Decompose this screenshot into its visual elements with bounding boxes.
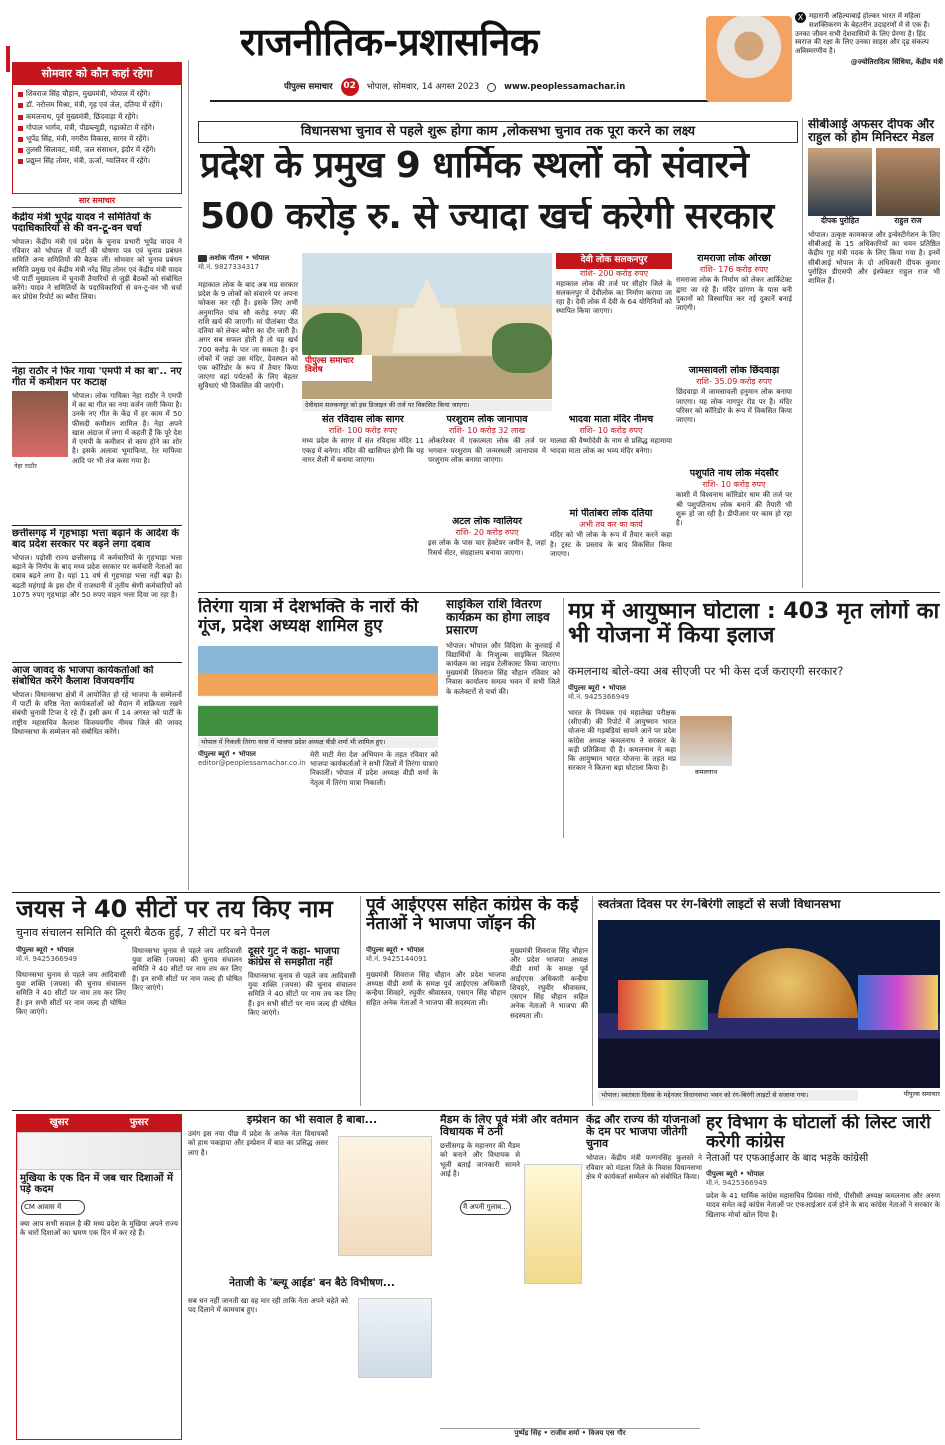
scam-body: प्रदेश के 41 धार्मिक कांग्रेस महासचिव प्रियंका गांधी, पीसीसी अध्यक्ष कमलनाथ और अरुण यादव समेत कई कांग्रेस नेताओं पर एफआईआर दर्ज होने के बाद कांग्रेस नेताओं ने सरकार के खिलाफ मोर्चा खोल दिया है। bbox=[706, 1191, 940, 1219]
lead-body: महाकाल लोक के बाद अब मप्र सरकार प्रदेश के 9 लोकों को संवारने पर अपना फोकस कर रही है। इसके लिए अभी अनुमानित पांच सौ करोड़ रुपए की राशि खर्च की जाएगी। मां पीतांबरा पीठ दतिया को लेकर ब्यौरा का दौर जारी है। अगर सब सफल होती है तो यह खर्च 700 करोड़ के पार जा सकता है। इन लोकों में जहां उस मंदिर, देवस्थल को एक कॉरिडोर के रूप में तैयार किया जाएगा वहां पर्यटकों के लिए बेहतर सुविधाएं भी विकसित की जाएंगी। bbox=[198, 280, 298, 391]
lead-headline-1: प्रदेश के प्रमुख 9 धार्मिक स्थलों को संवारने bbox=[200, 146, 749, 186]
temple-orchha bbox=[676, 253, 792, 361]
masthead-strip bbox=[284, 78, 702, 96]
temple-cost: राशि- 200 करोड़ रुपए bbox=[579, 268, 649, 278]
temple-name: भादवा माता मंदिर नीमच bbox=[568, 414, 654, 425]
vidhansabha-credit: पीपुल्स समाचार bbox=[903, 1090, 940, 1098]
temple-body: मालवा की वैष्णोदेवी के नाम से प्रसिद्ध महामाया भादवा माता लोक का भव्य मंदिर बनेगा। bbox=[550, 436, 672, 455]
ayush-headline: मप्र में आयुष्मान घोटाला : 403 मृत लोगों का भी योजना में किया इलाज bbox=[568, 600, 940, 649]
sub-cartoon bbox=[358, 1298, 432, 1378]
temple-name: जामसावली लोक छिंदवाड़ा bbox=[688, 365, 780, 376]
scheme-body: भोपाल। भोपाल और विदिशा के कुरवाई में विद्यार्थियों के निःशुल्क साइकिल वितरण कार्यक्रम का लाइव टेलीकास्ट किया जाएगा। मुख्यमंत्री शिवराज सिंह चौहान रविवार को निवास कार्यालय समत्व भवन में सभी जिले के कलेक्टरों से चर्चा की। bbox=[446, 640, 560, 696]
temple-name: मां पीतांबरा लोक दतिया bbox=[569, 508, 653, 519]
temple-body: इस लोक के पास चार हेक्टेयर जमीन है, जहां रिसर्च सेंटर, संग्रहालय बनाया जाएगा। bbox=[428, 538, 546, 557]
ias-headline: पूर्व आईएएस सहित कांग्रेस के कई नेताओं ने भाजपा जॉइन की bbox=[366, 896, 579, 934]
brief-bhupender bbox=[12, 212, 182, 358]
temple-body: महाकाल लोक की तर्ज पर सीहोर जिले के सलकनपुर में देवीलोक का निर्माण कराया जा रहा है। देवी लोक में देवी के 64 योगिनियों को स्थापित किया जाएगा। bbox=[556, 278, 672, 316]
impression-story bbox=[188, 1114, 436, 1440]
brief-headline: केंद्रीय मंत्री भूपेंद्र यादव ने समितियों के पदाधिकारियों से की वन-टू-वन चर्चा bbox=[12, 212, 151, 234]
kamalnath-caption: कमलनाथ bbox=[694, 768, 718, 776]
byline-mobile: मो.नं. 9827334317 bbox=[198, 262, 260, 271]
temple-cost: राशि- 100 करोड़ रुपए bbox=[328, 426, 398, 436]
schedule-list bbox=[13, 85, 181, 170]
scam-byline: पीपुल्स ब्यूरो • भोपाल मो.नं. 9425366949 bbox=[706, 1170, 940, 1188]
temple-salkanpur bbox=[556, 253, 672, 399]
masthead-title bbox=[240, 18, 670, 70]
khusur-panel bbox=[16, 1114, 182, 1440]
byline-name: अशोक गौतम • भोपाल bbox=[198, 254, 298, 263]
jayas-sub: चुनाव संचालन समिति की दूसरी बैठक हुई, 7 सीटों पर बने पैनल bbox=[16, 926, 270, 939]
scam-sub: नेताओं पर एफआईआर के बाद भड़के कांग्रेसी bbox=[706, 1153, 869, 1165]
list-item: भूपेंद्र सिंह, मंत्री, नगरीय विकास, सागर में रहेंगे। bbox=[16, 133, 178, 144]
ayush-sub: कमलनाथ बोले-क्या अब सीएजी पर भी केस दर्ज कराएगी सरकार? bbox=[568, 664, 844, 678]
temple-cost: राशि- 176 करोड़ रुपए bbox=[699, 265, 769, 275]
brief-body: भोपाल। लोक गायिका नेहा राठौर ने एमपी में का बा गीत का नया वर्जन जारी किया है। उनके नए गीत के केंद्र में हर काम में 50 फीसदी कमीशन शामिल है। नेहा अपने खास अंदाज में लगा में कहती हैं कि पूरे देश में एमपी के कमीशन से काम होने का शोर है। इसके अलावा भूमाफिया, रेत माफिया आदि पर भी तंज कसा गया है। bbox=[72, 391, 182, 465]
cbi-headline: सीबीआई अफसर दीपक और राहुल को होम मिनिस्टर मेडल bbox=[808, 118, 935, 145]
byline-email[interactable]: editor@peoplessamachar.co.in bbox=[198, 758, 306, 767]
khusur-label-row bbox=[17, 1115, 181, 1132]
byline-name: पीपुल्स ब्यूरो bbox=[16, 946, 48, 954]
tweet-text: महारानी अहिल्याबाई होल्कर भारत में महिला सशक्तिकरण के बेहतरीन उदाहरणों में से एक हैं। उनका जीवन सभी देशवासियों के लिए प्रेरणा है। हिंद स्वराज की रक्षा के लिए उनका साहस और दृढ़ संकल्प अविस्मरणीय है। bbox=[795, 12, 930, 55]
byline-mobile: मो.नं. 9425366949 bbox=[706, 1179, 768, 1188]
center-state-headline: केंद्र और राज्य की योजनाओं के दम पर भाजपा जीतेगी चुनाव bbox=[586, 1114, 701, 1151]
brief-headline: छत्तीसगढ़ में गृहभाड़ा भत्ता बढ़ाने के आदेश के बाद प्रदेश सरकार पर बढ़ने लगा दबाव bbox=[12, 528, 180, 550]
temple-body: काशी में विश्वनाथ कॉरिडोर धाम की तर्ज पर श्री पशुपतिनाथ लोक बनाने की तैयारी भी शुरू हो जा रही है। डीपीआर पर काम हो रहा है। bbox=[676, 490, 792, 528]
name-2: राहुल राज bbox=[894, 216, 922, 226]
temple-shape bbox=[392, 278, 462, 353]
scheme-story bbox=[446, 598, 560, 838]
list-item: शिवराज सिंह चौहान, मुख्यमंत्री, भोपाल में रहेंगे। bbox=[16, 88, 178, 99]
khusur-body: क्या आप सभी सवाल है की मध्य प्रदेश के मुखिया अपने राज्य के चारों दिशाओं का भ्रमण एक दिन में कर रहे हैं। bbox=[20, 1218, 178, 1237]
lead-photo-caption: देवीधाम सलकनपुर को इस डिजाइन की तर्ज पर विकसित किया जाएगा। bbox=[302, 400, 552, 411]
tiranga-byline: पीपुल्स ब्यूरो • भोपाल editor@peoplessamachar.co.in bbox=[198, 750, 308, 774]
list-item: डॉ. नरोत्तम मिश्रा, मंत्री, गृह एवं जेल, दतिया में रहेंगे। bbox=[16, 99, 178, 110]
temple-body: छिंदवाड़ा में जामसावली हनुमान लोक बनाया जाएगा। यह लोक नागपुर रोड पर है। मंदिर परिसर को कॉरिडोर के रूप में विकसित किया जाएगा। bbox=[676, 387, 792, 425]
byline-name: पीपुल्स ब्यूरो bbox=[198, 750, 230, 758]
temple-body: मंदिर को भी लोक के रूप में तैयार करने कहा है। ट्रस्ट के प्रस्ताव के बाद विकसित किया जाएगा। bbox=[550, 530, 672, 558]
scheme-headline: साइकिल राशि वितरण कार्यक्रम का होगा लाइव प्रसारण bbox=[446, 598, 550, 638]
jayas-body-2: विधानसभा चुनाव से पहले जय आदिवासी युवा शक्ति (जयस) की चुनाव संचालन समिति ने 40 सीटों पर नाम तय कर लिए हैं। इन सभी सीटों पर नाम जल्द ही घोषित किए जाएंगे। bbox=[132, 946, 242, 992]
byline-name: पीपुल्स ब्यूरो bbox=[366, 946, 398, 954]
ias-body-2: मुख्यमंत्री शिवराज सिंह चौहान और प्रदेश भाजपा अध्यक्ष वीडी शर्मा के समक्ष पूर्व आईएएस अधिकारी कन्हैया शिवहरे, रघुवीर श्रीवास्तव, एसएन सिंह चौहान सहित अनेक नेताओं ने भाजपा की सदस्यता ली। bbox=[510, 946, 588, 1020]
neha-photo bbox=[12, 391, 68, 457]
bubble-text: मैं अपनी गुलाब... bbox=[463, 1203, 508, 1211]
bureau: भोपाल bbox=[746, 1170, 764, 1179]
temple-ravidas bbox=[302, 414, 424, 588]
lights-right bbox=[858, 975, 938, 1030]
khusur-label: खुसर bbox=[49, 1117, 69, 1128]
bubble-text: CM आवास में bbox=[24, 1202, 62, 1211]
x-logo-icon: X bbox=[795, 12, 806, 23]
temple-cost: राशि- 10 करोड़ रुपए bbox=[702, 480, 766, 490]
cbi-body: भोपाल। उत्कृष्ट कामकाज और इन्वेस्टीगेशन के लिए सीबीआई के 15 अधिकारियों का चयन प्रतिष्ठित केंद्रीय गृह मंत्री पदक के लिए किया गया है। इनमें सीबीआई भोपाल के दो अधिकारी दीपक कुमार पुरोहित डीएसपी और इंस्पेक्टर राहुल राज भी शामिल हैं। bbox=[808, 229, 940, 286]
bureau: भोपाल bbox=[252, 254, 270, 262]
impression-body: उमंग इस नया पीछ में प्रदेश के अनेक नेता विधायकों को हाथ पकड़ाया और इम्प्रेशन में बात का प्रसिद्ध असर लाए है। bbox=[188, 1129, 328, 1157]
byline-name: पीपुल्स ब्यूरो bbox=[568, 684, 600, 692]
brief-hra bbox=[12, 528, 182, 658]
jayas-body: विधानसभा चुनाव से पहले जय आदिवासी युवा शक्ति (जयस) की चुनाव संचालन समिति ने 40 सीटों पर नाम तय कर लिए हैं। इन सभी सीटों पर नाम जल्द ही घोषित किए जाएंगे। bbox=[16, 970, 126, 1016]
tweet-box bbox=[795, 12, 943, 104]
kamalnath-photo bbox=[680, 716, 732, 766]
byline-name: पीपुल्स ब्यूरो bbox=[706, 1170, 738, 1179]
left-red-tick bbox=[6, 46, 10, 72]
cbi-photos bbox=[808, 148, 940, 216]
temple-cost: राशि- 10 करोड़ 32 लाख bbox=[448, 426, 526, 436]
jayas-byline: पीपुल्स ब्यूरो • भोपाल मो.नं. 9425366949 bbox=[16, 946, 126, 968]
lead-byline bbox=[198, 254, 298, 276]
name-1: दीपक पुरोहित bbox=[820, 216, 860, 226]
fusur-label: फुसर bbox=[129, 1117, 149, 1128]
list-item: प्रद्युम्न सिंह तोमर, मंत्री, ऊर्जा, ग्वालियर में रहेंगे। bbox=[16, 155, 178, 166]
lead-kicker bbox=[198, 121, 798, 143]
list-item: तुलसी सिलावट, मंत्री, जल संसाधन, इंदौर में रहेंगे। bbox=[16, 144, 178, 155]
sidebar-title: सोमवार को कौन कहां रहेगा bbox=[13, 63, 181, 85]
center-state-story bbox=[586, 1114, 702, 1440]
rahul-photo bbox=[876, 148, 940, 216]
temple-pashupati bbox=[676, 468, 792, 588]
cbi-names bbox=[808, 216, 940, 226]
impression-cartoon bbox=[338, 1136, 432, 1256]
cbi-story bbox=[808, 118, 940, 588]
ayush-body: भारत के नियंत्रक एवं महालेखा परीक्षक (सीएजी) की रिपोर्ट में आयुष्मान भारत योजना की गड़बड़ियां सामने आने पर प्रदेश कांग्रेस अध्यक्ष कमलनाथ ने सरकार के कड़ी प्रतिक्रिया दी है। कमलनाथ ने कहा कि आयुष्मान भारत योजना के तहत मप्र सरकार ने कितना बड़ा घोटाला किया है। bbox=[568, 708, 676, 773]
vidhansabha-caption: भोपाल। स्वतंत्रता दिवस के मद्देनजर विधानसभा भवन को रंग-बिरंगी लाइटों से सजाया गया। bbox=[598, 1090, 858, 1101]
dome bbox=[718, 948, 858, 1018]
temple-name: देवी लोक सलकनपुर bbox=[556, 253, 672, 269]
reporter-icon bbox=[198, 255, 207, 262]
jayas-sub2-head: दूसरे गुट ने कहा- भाजपा कांग्रेस से समझौता नहीं bbox=[248, 946, 340, 968]
temple-cost: राशि- 10 करोड़ रुपए bbox=[579, 426, 643, 436]
tiranga-photo bbox=[198, 646, 438, 736]
temple-jamsawli bbox=[676, 365, 792, 465]
scam-list-story bbox=[706, 1114, 940, 1440]
byline-mobile: मो.नं. 9425366949 bbox=[568, 692, 630, 701]
masthead-underline bbox=[210, 100, 735, 102]
temple-pitambara bbox=[550, 508, 672, 588]
temple-name: संत रविदास लोक सागर bbox=[322, 414, 404, 425]
impression-sub: नेताजी के 'ब्ल्यू आईड' बन बैठे विभीषण... bbox=[229, 1277, 395, 1289]
madam-story bbox=[440, 1114, 582, 1440]
brief-kailash bbox=[12, 665, 182, 835]
temple-bhadwa bbox=[550, 414, 672, 504]
deepak-photo bbox=[808, 148, 872, 216]
temple-atal bbox=[428, 516, 546, 588]
brief-neha bbox=[12, 366, 182, 522]
temple-parshuram bbox=[428, 414, 546, 514]
temple-body: ओंकारेश्वर में एकात्मता लोक की तर्ज पर भगवान परशुराम की जन्मस्थली जानापाव में परशुराम लोक बनाया जाएगा। bbox=[428, 436, 546, 464]
madam-headline: मैडम के लिए पूर्व मंत्री और वर्तमान विधायक में ठनी bbox=[440, 1114, 579, 1139]
website[interactable]: www.peoplessamachar.in bbox=[504, 81, 626, 92]
khusur-bubble bbox=[21, 1200, 85, 1215]
tweet-author: @ज्योतिरादित्य सिंधिया, केंद्रीय मंत्री bbox=[850, 57, 943, 66]
byline-text: अशोक गौतम bbox=[209, 254, 243, 262]
jayas-body-3: विधानसभा चुनाव से पहले जय आदिवासी युवा शक्ति (जयस) की चुनाव संचालन समिति ने 40 सीटों पर नाम तय कर लिए हैं। इन सभी सीटों पर नाम जल्द ही घोषित किए जाएंगे। bbox=[248, 971, 356, 1017]
vidhansabha-headline: स्वतंत्रता दिवस पर रंग-बिरंगी लाइटों से सजी विधानसभा bbox=[598, 898, 841, 911]
sar-label-text: सार समाचार bbox=[78, 196, 116, 205]
temple-cost: राशि- 35.09 करोड़ रुपए bbox=[696, 377, 772, 387]
brief-body: भोपाल। पड़ोसी राज्य छत्तीसगढ़ में कर्मचारियों के गृहभाड़ा भत्ता बढ़ाने के निर्णय के बाद मध्य प्रदेश सरकार पर कर्मचारी नेताओं का दबाव बढ़ने लगा है। यहां 11 वर्ष से गृहभाड़ा भत्ता नहीं बढ़ा है। बढ़ती महंगाई के इस दौर में राजधानी में तृतीय श्रेणी कर्मचारियों को 1075 रुपए गृहभाड़ा और 50 रुपए वाहन भत्ता दिया जा रहा है। bbox=[12, 553, 182, 599]
lead-headline-2: 500 करोड़ रु. से ज्यादा खर्च करेगी सरकार bbox=[200, 197, 774, 237]
khusur-headline: मुखिया के एक दिन में जब चार दिशाओं में पड़े कदम bbox=[20, 1172, 173, 1195]
temple-name: पशुपति नाथ लोक मंदसौर bbox=[689, 468, 779, 479]
special-tag: पीपुल्स समाचार विशेष bbox=[302, 355, 372, 381]
footer-bar: पुष्पेंद्र सिंह • राजीव शर्मा • विजय एस गौर bbox=[440, 1428, 700, 1440]
jayas-sub2 bbox=[248, 946, 356, 1096]
impression-sub-body: सब धन नहीं जानती खा वह मार रही ताकि नेता अपने चहेते को पद दिलाने में कामयाब हुए। bbox=[188, 1296, 348, 1315]
brief-headline: आज जावद के भाजपा कार्यकर्ताओं को संबोधित करेंगे कैलाश विजयवर्गीय bbox=[12, 665, 154, 687]
vidhansabha-photo bbox=[598, 920, 940, 1088]
ias-body: मुख्यमंत्री शिवराज सिंह चौहान और प्रदेश भाजपा अध्यक्ष वीडी शर्मा के समक्ष पूर्व आईएएस अधिकारी कन्हैया शिवहरे, रघुवीर श्रीवास्तव, एसएन सिंह चौहान सहित अनेक नेताओं ने भाजपा की सदस्यता ली। bbox=[366, 970, 506, 1007]
sidebar-schedule bbox=[12, 62, 182, 194]
sar-label bbox=[12, 196, 182, 208]
impression-headline: इम्प्रेशन का भी सवाल है बाबा... bbox=[246, 1114, 378, 1126]
section-title: राजनीतिक-प्रशासनिक bbox=[240, 20, 539, 64]
ayush-byline: पीपुल्स ब्यूरो • भोपाल मो.नं. 9425366949 bbox=[568, 684, 678, 706]
byline-mobile: मो.नं. 9425144091 bbox=[366, 954, 428, 963]
kicker-text: विधानसभा चुनाव से पहले शुरू होगा काम ,लोकसभा चुनाव तक पूरा करने का लक्ष्य bbox=[300, 123, 696, 139]
dateline: भोपाल, सोमवार, 14 अगस्त 2023 bbox=[366, 81, 480, 92]
bureau: भोपाल bbox=[238, 750, 256, 758]
neha-caption: नेहा राठौर bbox=[14, 462, 37, 470]
temple-body: रामराजा लोक के निर्माण को लेकर आर्किटेक्ट द्वारा जा रहे हैं। मंदिर प्रांगण के पास बनी दुकानों को विस्थापित कर नई दुकानें बनाई जाएंगी। bbox=[676, 275, 792, 313]
paper-name: पीपुल्स समाचार bbox=[284, 81, 333, 92]
tiranga-headline: तिरंगा यात्रा में देशभक्ति के नारों की गूंज, प्रदेश अध्यक्ष शामिल हुए bbox=[198, 598, 419, 636]
ias-byline: पीपुल्स ब्यूरो • भोपाल मो.नं. 9425144091 bbox=[366, 946, 476, 968]
tiranga-caption: भोपाल में निकली तिरंगा यात्रा में भाजपा प्रदेश अध्यक्ष वीडी शर्मा भी शामिल हुए। bbox=[198, 737, 438, 748]
brief-headline: नेहा राठौर ने फिर गाया 'एमपी में का बा'.. नए गीत में कमीशन पर कटाक्ष bbox=[12, 366, 182, 388]
jayas-headline: जयस ने 40 सीटों पर तय किए नाम bbox=[16, 896, 333, 923]
temple-cost: अभी तय कर का कार्य bbox=[579, 520, 643, 530]
minister-portrait bbox=[706, 16, 792, 102]
list-item: कमलनाथ, पूर्व मुख्यमंत्री, छिंदवाड़ा में रहेंगे। bbox=[16, 111, 178, 122]
bureau: भोपाल bbox=[56, 946, 74, 954]
globe-icon bbox=[487, 83, 496, 92]
madam-body: छत्तीसगढ़ के महानगर की मैडम को बनाने और विधायक से भूली बताई जानकारी सामने आई है। bbox=[440, 1141, 520, 1178]
brief-body: भोपाल। विधानसभा क्षेत्रों में आयोजित हो रहे भाजपा के सम्मेलनों में पार्टी के वरिष्ठ नेता कार्यकर्ताओं को मैदान में सक्रियता रखने संबंधी चुनावी टिप्स दे रहे हैं। इसी क्रम में 14 अगस्त को पार्टी के राष्ट्रीय महासचिव कैलाश विजयवर्गीय नीमच जिले की जावद विधानसभा के सम्मेलन को संबोधित करेंगे। bbox=[12, 690, 182, 736]
madam-bubble bbox=[460, 1200, 511, 1215]
trees-right bbox=[492, 323, 552, 373]
tiranga-body: मेरी माटी मेरा देश अभियान के तहत रविवार को भाजपा कार्यकर्ताओं ने सभी जिलों में तिरंगा यात्राएं निकालीं। भोपाल में प्रदेश अध्यक्ष वीडी शर्मा के नेतृत्व में तिरंगा यात्रा निकाली। bbox=[310, 750, 438, 787]
lights-left bbox=[618, 980, 708, 1030]
temple-name: अटल लोक ग्वालियर bbox=[451, 516, 522, 527]
scam-headline: हर विभाग के घोटालों की लिस्ट जारी करेगी कांग्रेस bbox=[706, 1114, 931, 1152]
madam-cartoon bbox=[524, 1164, 582, 1284]
bureau: भोपाल bbox=[608, 684, 626, 692]
page-number: 02 bbox=[341, 78, 359, 96]
khusur-cartoon bbox=[17, 1132, 181, 1170]
center-state-body: भोपाल। केंद्रीय मंत्री फग्गनसिंह कुलस्ते ने रविवार को मंडला जिले के निवास विधानसभा क्षेत्र में कार्यकर्ता सम्मेलन को संबोधित किया। bbox=[586, 1153, 702, 1181]
temple-name: रामराजा लोक ओरछा bbox=[697, 253, 771, 264]
brief-body: भोपाल। केंद्रीय मंत्री एवं प्रदेश के चुनाव प्रभारी भूपेंद्र यादव ने रविवार को भोपाल में पार्टी की घोषणा पत्र एवं चुनाव प्रबंधन समिति अन्य समितियों की बैठक लीं। सोमवार को चुनाव प्रबंधन समिति प्रमुख एवं केंद्रीय मंत्री नरेंद्र सिंह तोमर एवं केंद्रीय मंत्री यादव भी पार्टी मुख्यालय में चुनावी तैयारियों से जुड़ी बैठकों को संबोधित करेंगे। यादव ने समितियों के पदाधिकारियों से वन-टू-वन भी चर्चा कर प्रोग्रेस रिपोर्ट का ब्यौरा लिया। bbox=[12, 237, 182, 302]
bureau: भोपाल bbox=[406, 946, 424, 954]
byline-mobile: मो.नं. 9425366949 bbox=[16, 954, 78, 963]
temple-body: मध्य प्रदेश के सागर में संत रविदास मंदिर 11 एकड़ में बनेगा। मंदिर की खासियत होगी कि यह नागर शैली में बनाया जाएगा। bbox=[302, 436, 424, 464]
temple-name: परशुराम लोक जानापाव bbox=[446, 414, 528, 425]
temple-cost: राशि- 20 करोड़ रुपए bbox=[455, 528, 519, 538]
list-item: गोपाल भार्गव, मंत्री, पीडब्ल्यूडी, गढ़ाकोटा में रहेंगे। bbox=[16, 122, 178, 133]
